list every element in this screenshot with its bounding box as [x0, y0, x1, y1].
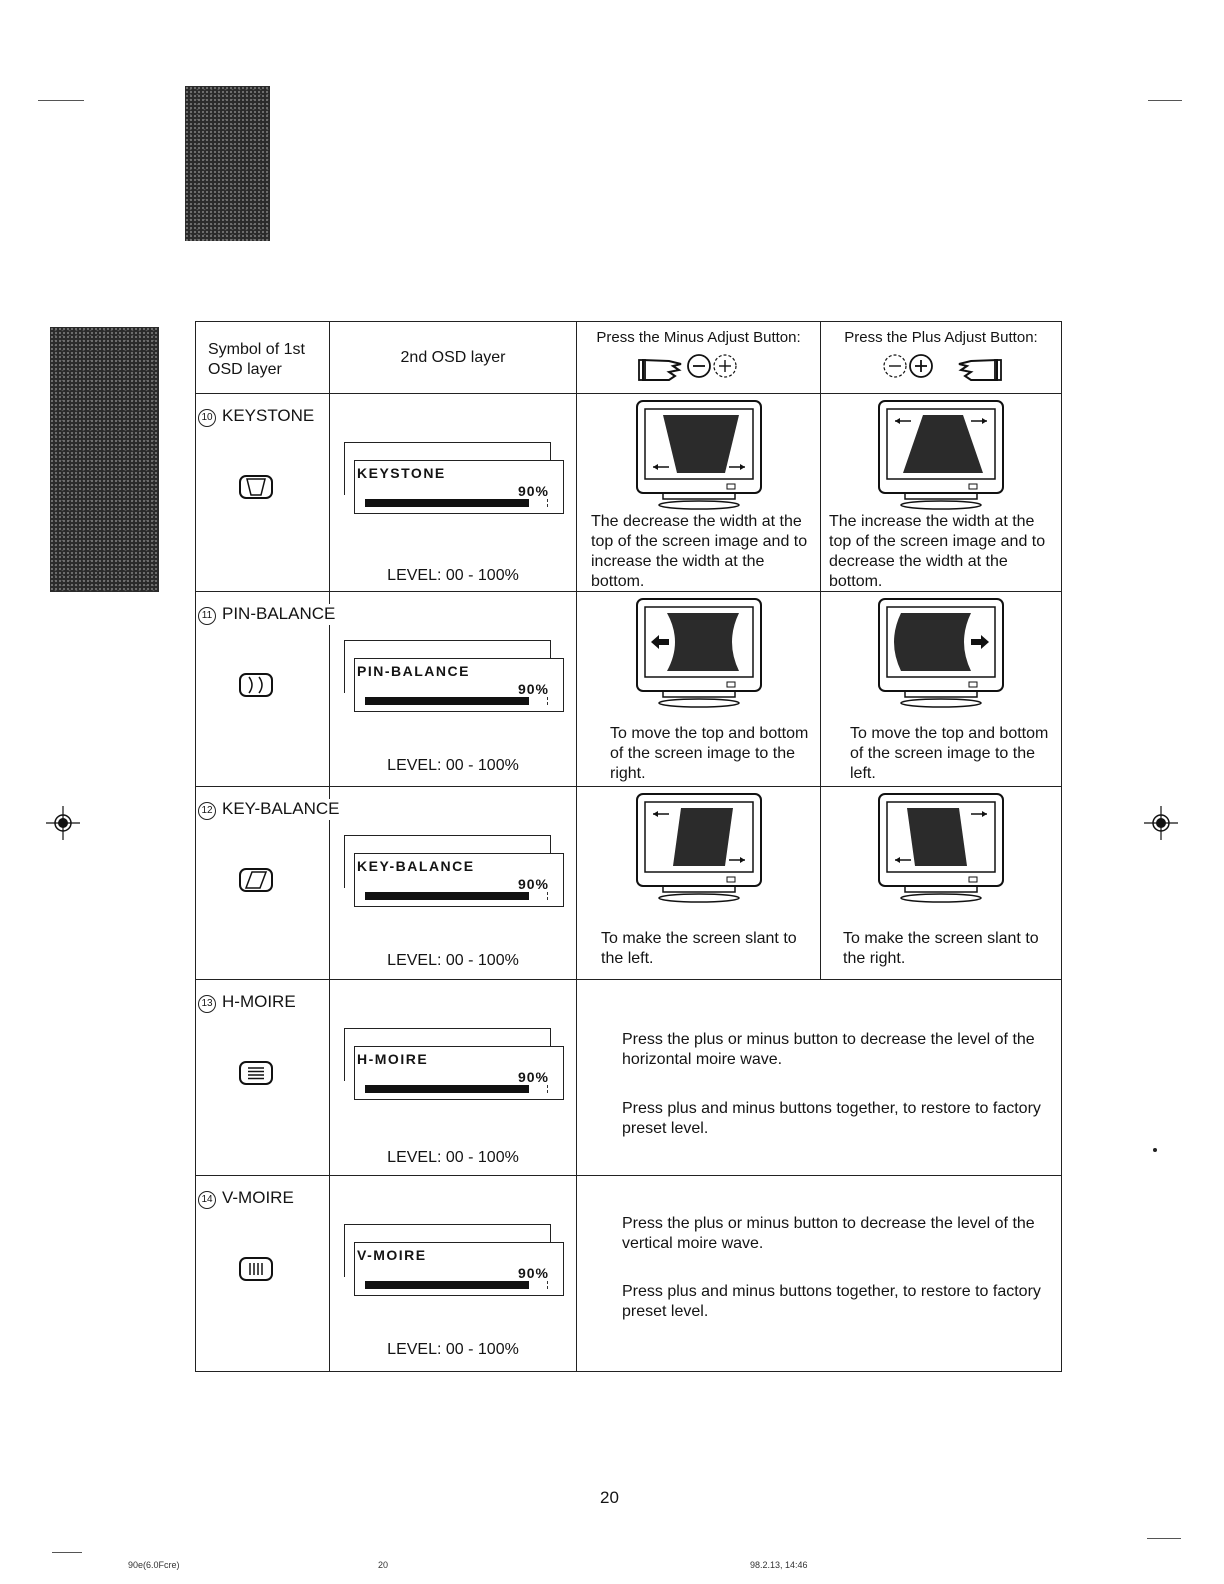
v-moire-label: 14 V-MOIRE — [198, 1188, 296, 1209]
osd-cell — [330, 980, 577, 1176]
osd-level-bar — [365, 499, 548, 507]
side-tab-block — [50, 327, 159, 592]
minus-description: The decrease the width at the top of the screen image and to increase the width at the bottom. — [591, 513, 808, 590]
osd-level-fill — [365, 499, 529, 507]
ink-speck — [1153, 1148, 1157, 1152]
level-range: LEVEL: 00 - 100% — [387, 567, 519, 584]
osd-value: 90% — [517, 681, 549, 697]
osd-level-fill — [365, 697, 529, 705]
osd-level-fill — [365, 892, 529, 900]
monitor-keystone-plus-icon — [871, 399, 1011, 511]
osd-title: H-MOIRE — [357, 1051, 429, 1067]
level-range: LEVEL: 00 - 100% — [387, 1149, 519, 1166]
osd-window — [344, 442, 564, 508]
footer-slug-left: 90e(6.0Fcre) — [128, 1560, 180, 1570]
osd-cell — [330, 592, 577, 787]
osd-value: 90% — [517, 876, 549, 892]
hand-pressing-minus-icon — [629, 352, 769, 382]
table-row — [196, 592, 1062, 787]
footer-slug-right: 98.2.13, 14:46 — [750, 1560, 808, 1570]
osd-cell — [330, 1176, 577, 1372]
osd-window — [344, 835, 564, 901]
table-header-row — [196, 322, 1062, 394]
osd-level-bar — [365, 697, 548, 705]
symbol-cell — [196, 787, 340, 980]
osd-level-fill — [365, 1085, 529, 1093]
plus-description: To make the screen slant to the right. — [843, 930, 1039, 967]
osd-window — [344, 1224, 564, 1290]
registration-mark-right-icon — [1142, 804, 1180, 842]
osd-level-bar — [365, 1085, 548, 1093]
symbol-cell — [196, 980, 330, 1176]
table-row — [196, 394, 1062, 592]
osd-window — [344, 640, 564, 706]
osd-adjustment-table — [195, 321, 1062, 1372]
crop-mark-bottom-right — [1147, 1538, 1181, 1539]
osd-cell — [330, 787, 577, 980]
keystone-label: 10 KEYSTONE — [198, 406, 316, 427]
osd-level-bar — [365, 892, 548, 900]
header-plus — [821, 322, 1062, 394]
osd-title: KEY-BALANCE — [357, 858, 475, 874]
pin-balance-label: 11 PIN-BALANCE — [198, 604, 337, 625]
crop-mark-bottom-left — [52, 1552, 82, 1553]
header-osd-layer: 2nd OSD layer — [330, 322, 577, 394]
monitor-keystone-minus-icon — [629, 399, 769, 511]
header-minus-label: Press the Minus Adjust Button: — [596, 329, 801, 346]
osd-cell — [330, 394, 577, 592]
plus-description: To move the top and bottom of the screen image to the left. — [850, 725, 1049, 782]
osd-window — [344, 1028, 564, 1094]
symbol-cell — [196, 394, 330, 592]
keystone-symbol-icon — [238, 474, 274, 500]
level-range: LEVEL: 00 - 100% — [387, 1341, 519, 1358]
osd-title: PIN-BALANCE — [357, 663, 470, 679]
key-balance-symbol-icon — [238, 867, 274, 893]
monitor-pin-balance-minus-icon — [629, 597, 769, 709]
key-balance-label: 12 KEY-BALANCE — [198, 799, 341, 820]
plus-result-cell — [821, 787, 1062, 980]
symbol-cell — [196, 1176, 330, 1372]
header-plus-label: Press the Plus Adjust Button: — [844, 329, 1038, 346]
note-cell — [577, 980, 1062, 1176]
minus-result-cell — [577, 394, 821, 592]
v-moire-symbol-icon — [238, 1256, 274, 1282]
level-range: LEVEL: 00 - 100% — [387, 952, 519, 969]
osd-value: 90% — [517, 1265, 549, 1281]
symbol-cell — [196, 592, 336, 787]
minus-result-cell — [577, 592, 821, 787]
note-restore: Press plus and minus buttons together, to restore to factory preset level. — [622, 1100, 1041, 1137]
crop-mark-top-right — [1148, 100, 1182, 101]
note-decrease: Press the plus or minus button to decrease the level of the vertical moire wave. — [622, 1215, 1035, 1252]
osd-level-bar — [365, 1281, 548, 1289]
crop-mark-top-left — [38, 100, 84, 101]
note-cell — [577, 1176, 1062, 1372]
page-number: 20 — [600, 1488, 619, 1507]
minus-result-cell — [577, 787, 821, 980]
plus-result-cell — [821, 394, 1062, 592]
osd-level-fill — [365, 1281, 529, 1289]
h-moire-label: 13 H-MOIRE — [198, 992, 298, 1013]
footer-slug-center: 20 — [378, 1560, 389, 1570]
header-minus — [577, 322, 821, 394]
table-row — [196, 980, 1062, 1176]
hand-pressing-plus-icon — [871, 352, 1011, 382]
monitor-pin-balance-plus-icon — [871, 597, 1011, 709]
osd-title: KEYSTONE — [357, 465, 446, 481]
note-restore: Press plus and minus buttons together, to restore to factory preset level. — [622, 1283, 1041, 1320]
minus-description: To move the top and bottom of the screen image to the right. — [610, 725, 809, 782]
header-symbol: Symbol of 1st OSD layer — [196, 322, 330, 394]
level-range: LEVEL: 00 - 100% — [387, 757, 519, 774]
note-decrease: Press the plus or minus button to decrease the level of the horizontal moire wave. — [622, 1031, 1035, 1068]
monitor-key-balance-plus-icon — [871, 792, 1011, 904]
osd-value: 90% — [517, 483, 549, 499]
table-row — [196, 1176, 1062, 1372]
osd-value: 90% — [517, 1069, 549, 1085]
registration-mark-left-icon — [44, 804, 82, 842]
plus-description: The increase the width at the top of the screen image and to decrease the width at the bottom. — [829, 513, 1046, 590]
monitor-key-balance-minus-icon — [629, 792, 769, 904]
h-moire-symbol-icon — [238, 1060, 274, 1086]
top-tab-block — [185, 86, 270, 241]
plus-result-cell — [821, 592, 1062, 787]
osd-title: V-MOIRE — [357, 1247, 427, 1263]
table-row — [196, 787, 1062, 980]
minus-description: To make the screen slant to the left. — [601, 930, 797, 967]
pin-balance-symbol-icon — [238, 672, 274, 698]
